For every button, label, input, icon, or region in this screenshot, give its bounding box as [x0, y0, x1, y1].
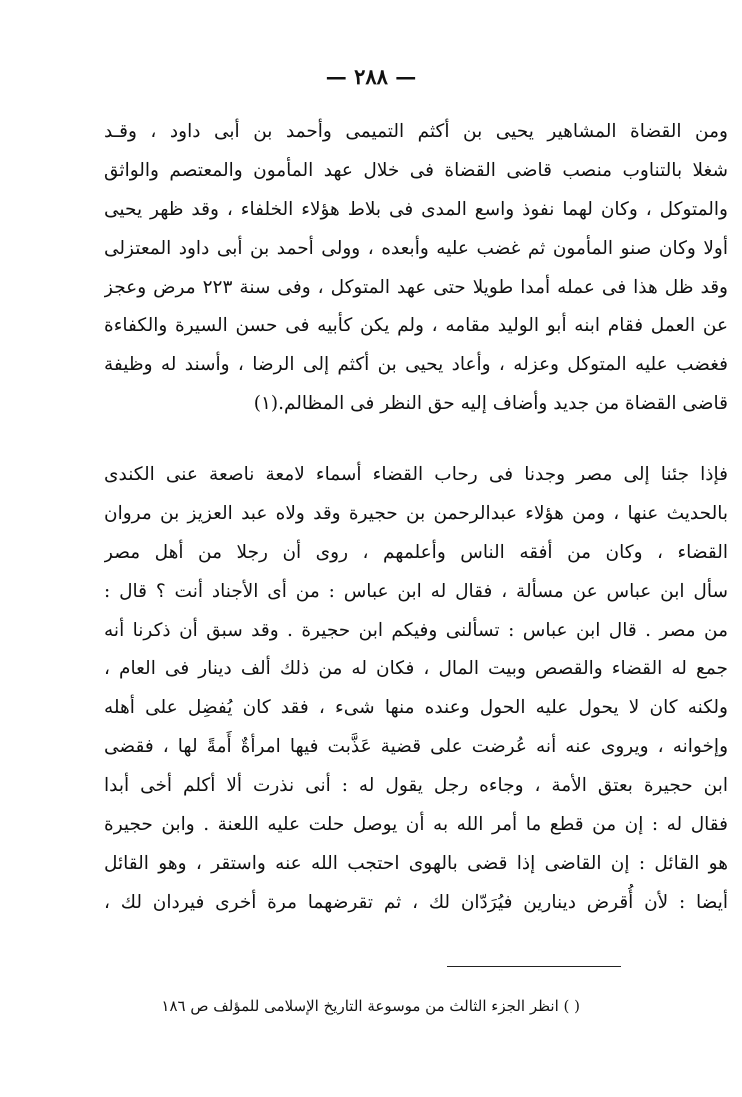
text-line: ولكنه كان لا يحول عليه الحول وعنده منها شىء ، فقد كان يُفضِل على أهله: [104, 697, 728, 719]
text-line: جمع له القضاء والقصص وبيت المال ، فكان له من ذلك ألف دينار فى العام ،: [104, 658, 728, 680]
text-line: سأل ابن عباس عن مسألة ، فقال له ابن عباس : من أى الأجناد أنت ؟ قال :: [104, 580, 728, 602]
footnote: ( ) انظر الجزء الثالث من موسوعة التاريخ الإسلامى للمؤلف ص ١٨٦: [161, 997, 580, 1015]
text-line: بالحديث عنها ، ومن هؤلاء عبدالرحمن بن حجيرة وقد ولاه عبد العزيز بن مروان: [104, 502, 728, 524]
text-line: شغلا بالتناوب منصب قاضى القضاة فى خلال عهد المأمون والمعتصم والواثق: [104, 159, 728, 181]
text-line: أولا وكان صنو المأمون ثم غضب عليه وأبعده ، وولى أحمد بن أبى داود المعتزلى: [104, 237, 728, 259]
text-line: هو القائل : إن القاضى إذا قضى بالهوى احتجب الله عنه واستقر ، وهو القائل: [104, 852, 728, 874]
text-line: أيضا : لأن أُقرض دينارين فيُرَدّان لك ، ثم تقرضهما مرة أخرى فيردان لك ،: [104, 891, 728, 913]
paragraph-2: [104, 456, 728, 923]
text-line: ابن حجيرة بعتق الأمة ، وجاءه رجل يقول له : أنى نذرت ألا أكلم أخى أبدا: [104, 775, 728, 797]
text-line: ومن القضاة المشاهير يحيى بن أكثم التميمى وأحمد بن أبى داود ، وقـد: [104, 121, 728, 142]
text-line: فإذا جئنا إلى مصر وجدنا فى رحاب القضاء أسماء لامعة ناصعة عنى الكندى: [104, 464, 728, 485]
text-line: القضاء ، وكان من أفقه الناس وأعلمهم ، روى أن رجلا من أهل مصر: [104, 541, 728, 563]
text-line: فقال له : إن من قطع ما أمر الله به أن يوصل حلت عليه اللعنة . وابن حجيرة: [104, 814, 728, 836]
paragraph-1: [104, 113, 728, 424]
text-line: قاضى القضاة من جديد وأضاف إليه حق النظر فى المظالم.(١): [253, 393, 728, 415]
text-line: والمتوكل ، وكان لهما نفوذ واسع المدى فى بلاط هؤلاء الخلفاء ، وقد ظهر يحيى: [104, 198, 728, 220]
text-line: فغضب عليه المتوكل وعزله ، وأعاد يحيى بن أكثم إلى الرضا ، وأسند له وظيفة: [104, 354, 728, 376]
text-line: وإخوانه ، ويروى عنه أنه عُرضت على قضية عَذَّبت فيها امرأةٌ أَمةً لها ، فقضى: [104, 736, 728, 758]
footnote-divider: [447, 966, 621, 967]
text-line: من مصر . قال ابن عباس : تسألنى وفيكم ابن حجيرة . وقد سبق أن ذكرنا أنه: [104, 619, 728, 641]
text-line: وقد ظل هذا فى عمله أمدا طويلا حتى عهد المتوكل ، وفى سنة ٢٢٣ مرض وعجز: [104, 276, 728, 298]
page-number: — ٢٨٨ —: [325, 64, 417, 89]
text-line: عن العمل فقام ابنه أبو الوليد مقامه ، ولم يكن كأبيه فى حسن السيرة والكفاءة: [104, 315, 728, 337]
